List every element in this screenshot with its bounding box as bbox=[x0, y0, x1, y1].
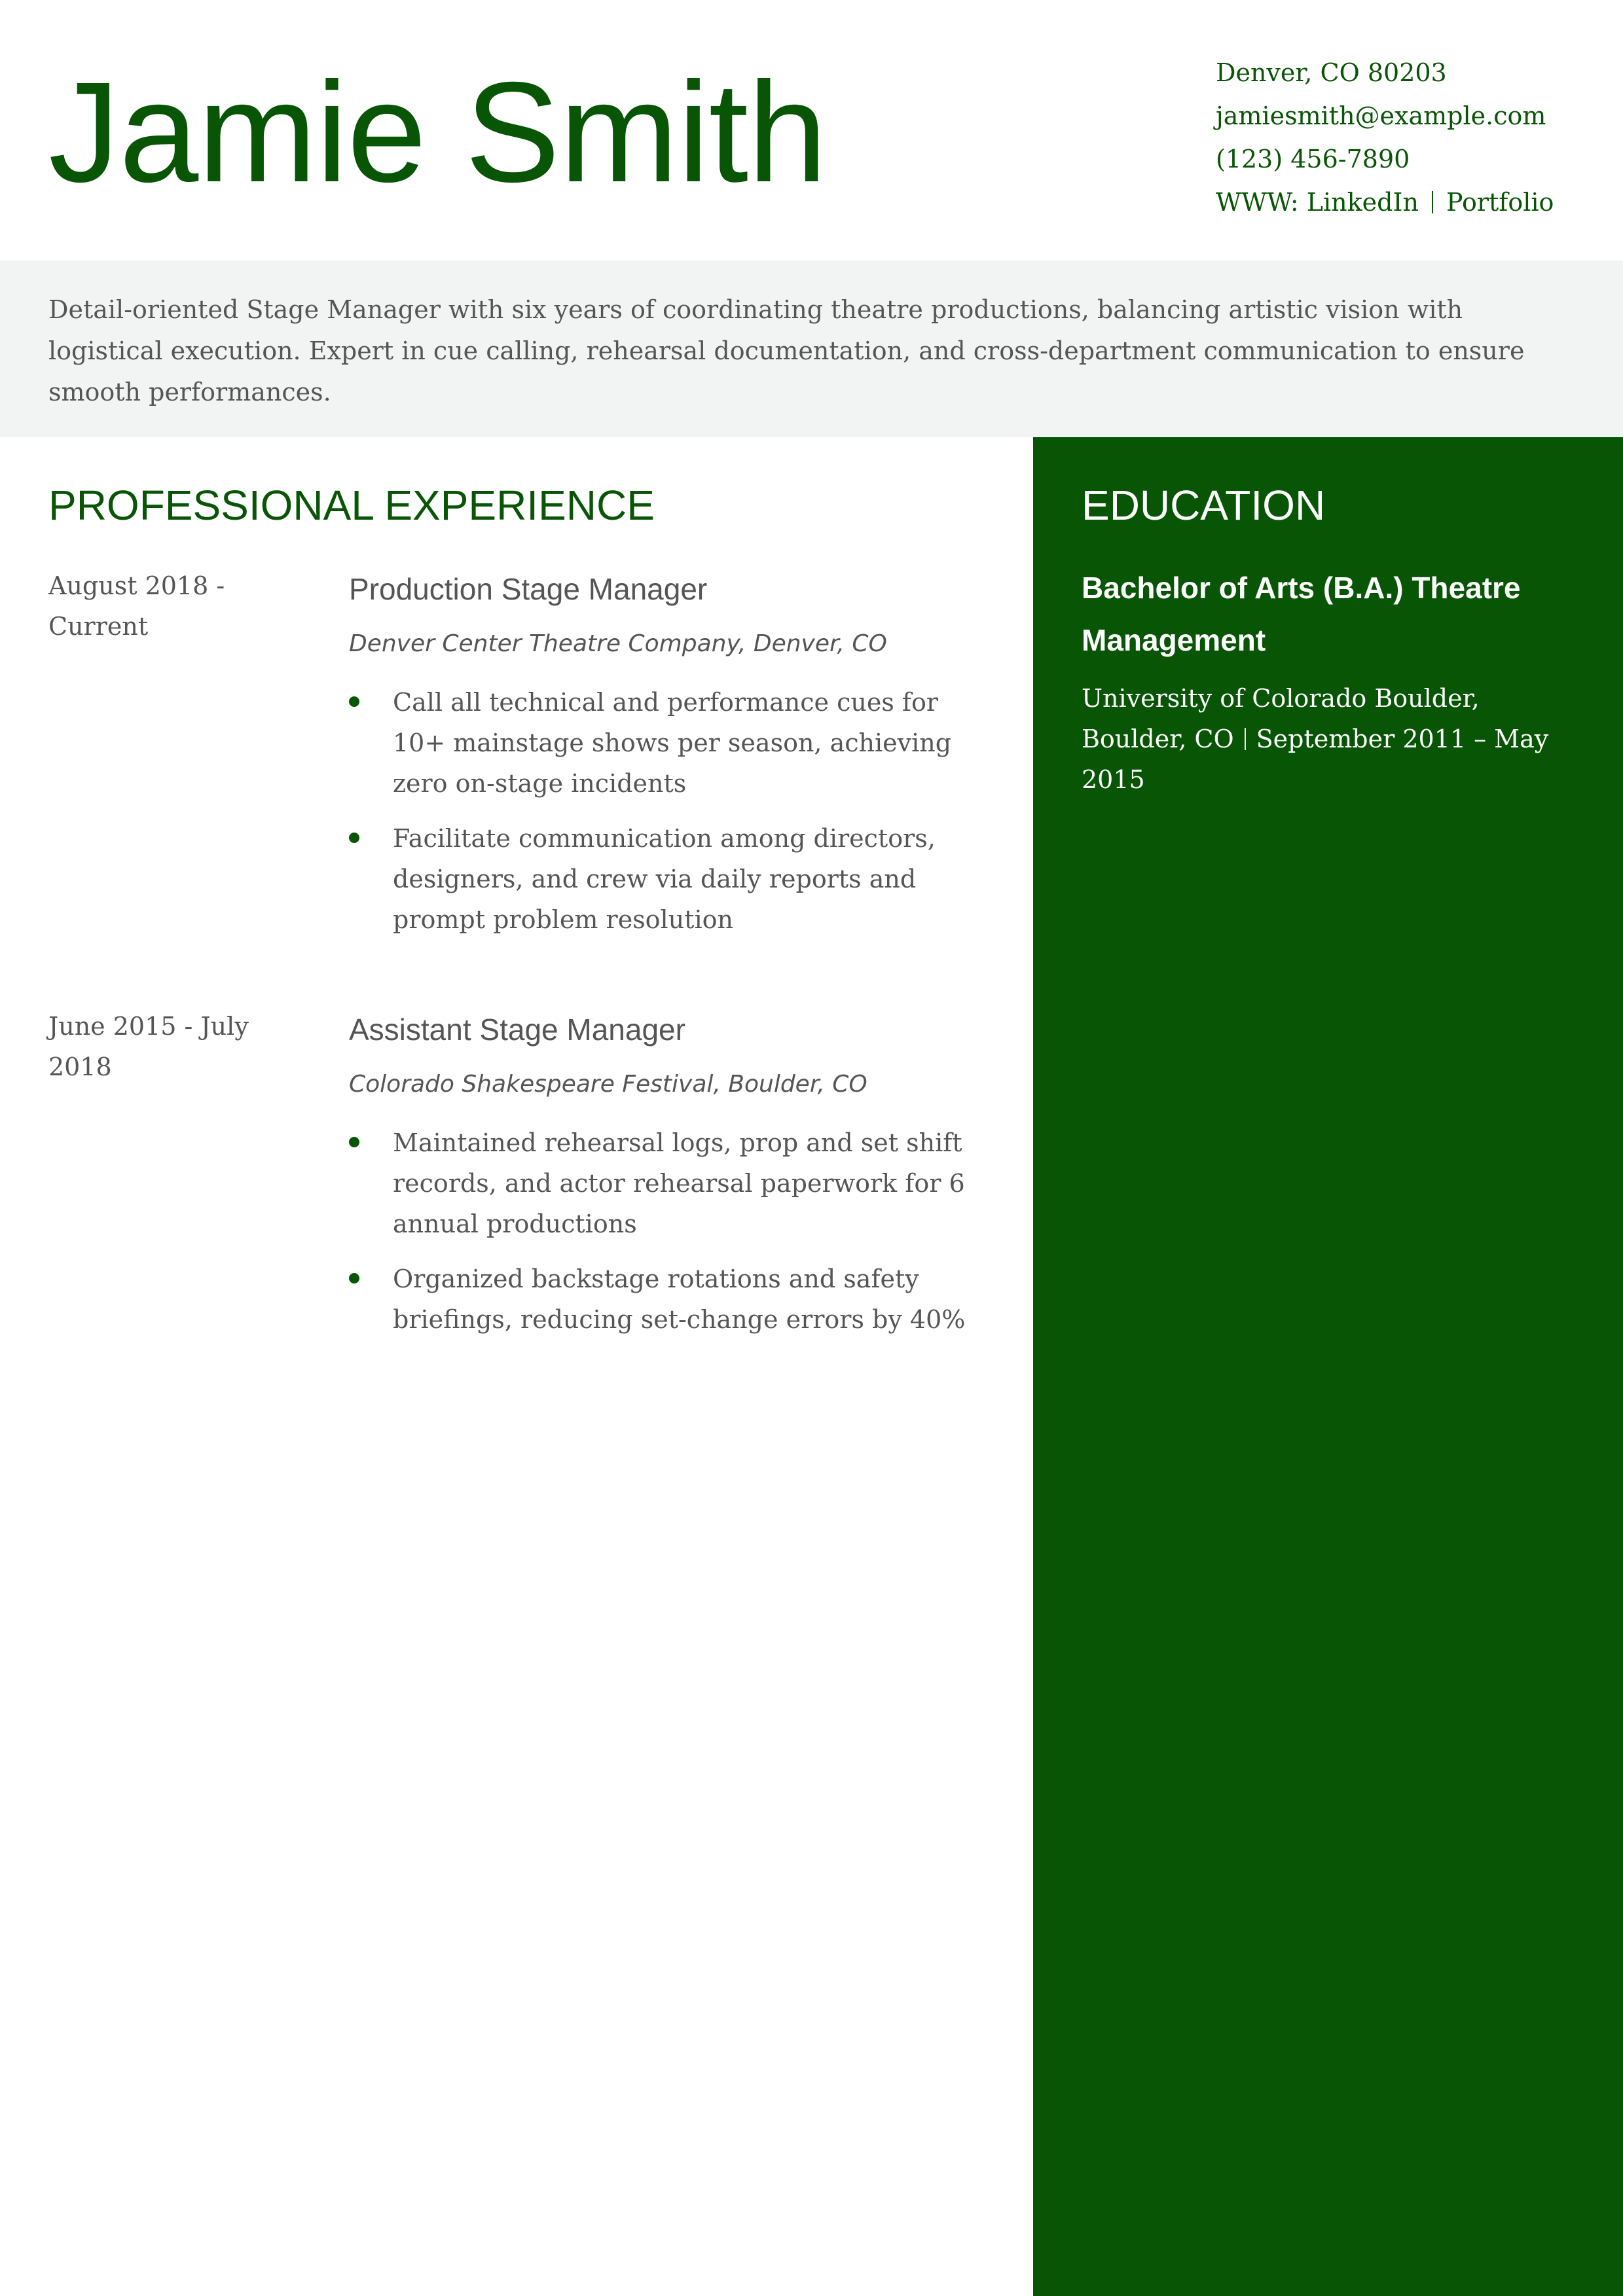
bullet-dot-icon bbox=[349, 696, 359, 707]
degree-title: Bachelor of Arts (B.A.) Theatre Management bbox=[1082, 571, 1521, 657]
job-bullet bbox=[349, 818, 977, 940]
candidate-name: Jamie Smith bbox=[48, 53, 827, 212]
bullet-dot-icon bbox=[349, 833, 359, 843]
job-company: Denver Center Theatre Company, Denver, CO bbox=[349, 630, 887, 657]
education-dates: September 2011 – May 2015 bbox=[1082, 725, 1549, 794]
education-heading: EDUCATION bbox=[1082, 482, 1326, 529]
job-role: Production Stage Manager bbox=[349, 572, 708, 606]
experience-heading: PROFESSIONAL EXPERIENCE bbox=[48, 482, 655, 529]
bullet-dot-icon bbox=[349, 1137, 359, 1147]
contact-web bbox=[1216, 181, 1554, 224]
job-bullet bbox=[349, 1122, 977, 1244]
job-company: Colorado Shakespeare Festival, Boulder, CO bbox=[349, 1071, 867, 1098]
job-bullet bbox=[349, 1259, 977, 1340]
school-info bbox=[1082, 678, 1592, 800]
contact-phone: (123) 456-7890 bbox=[1216, 145, 1410, 173]
job-bullet-text: Facilitate communication among directors, designers, and crew via daily reports and prompt problem resolution bbox=[393, 824, 936, 934]
summary-section bbox=[0, 260, 1623, 437]
contact-block bbox=[1216, 51, 1554, 224]
job-bullet-list bbox=[349, 1122, 977, 1354]
summary-text: Detail-oriented Stage Manager with six years of coordinating theatre productions, balancing artistic vision with logistical execution. Expert in cue calling, rehearsal documentation, and cross-department communication to ensure smooth performances. bbox=[48, 295, 1525, 406]
linkedin-link[interactable]: LinkedIn bbox=[1306, 188, 1419, 217]
job-bullet-text: Organized backstage rotations and safety briefings, reducing set-change errors by 40% bbox=[393, 1265, 966, 1334]
job-bullet bbox=[349, 682, 977, 804]
divider bbox=[1245, 728, 1246, 750]
contact-email[interactable]: jamiesmith@example.com bbox=[1216, 101, 1546, 130]
job-dates: June 2015 - July 2018 bbox=[48, 1012, 249, 1081]
job-bullet-text: Maintained rehearsal logs, prop and set shift records, and actor rehearsal paperwork for 6 annual productions bbox=[393, 1128, 965, 1238]
resume-header bbox=[0, 0, 1623, 260]
divider bbox=[1432, 191, 1433, 213]
school-name: University of Colorado Boulder, Boulder, CO bbox=[1082, 684, 1480, 753]
bullet-dot-icon bbox=[349, 1273, 359, 1283]
contact-address: Denver, CO 80203 bbox=[1216, 58, 1447, 87]
job-role: Assistant Stage Manager bbox=[349, 1013, 685, 1047]
job-dates: August 2018 - Current bbox=[48, 571, 225, 641]
portfolio-link[interactable]: Portfolio bbox=[1446, 188, 1554, 217]
web-prefix: WWW: bbox=[1216, 188, 1299, 217]
education-sidebar bbox=[1033, 437, 1623, 2296]
job-bullet-text: Call all technical and performance cues for 10+ mainstage shows per season, achieving zero on-stage incidents bbox=[393, 688, 952, 798]
job-bullet-list bbox=[349, 682, 977, 954]
